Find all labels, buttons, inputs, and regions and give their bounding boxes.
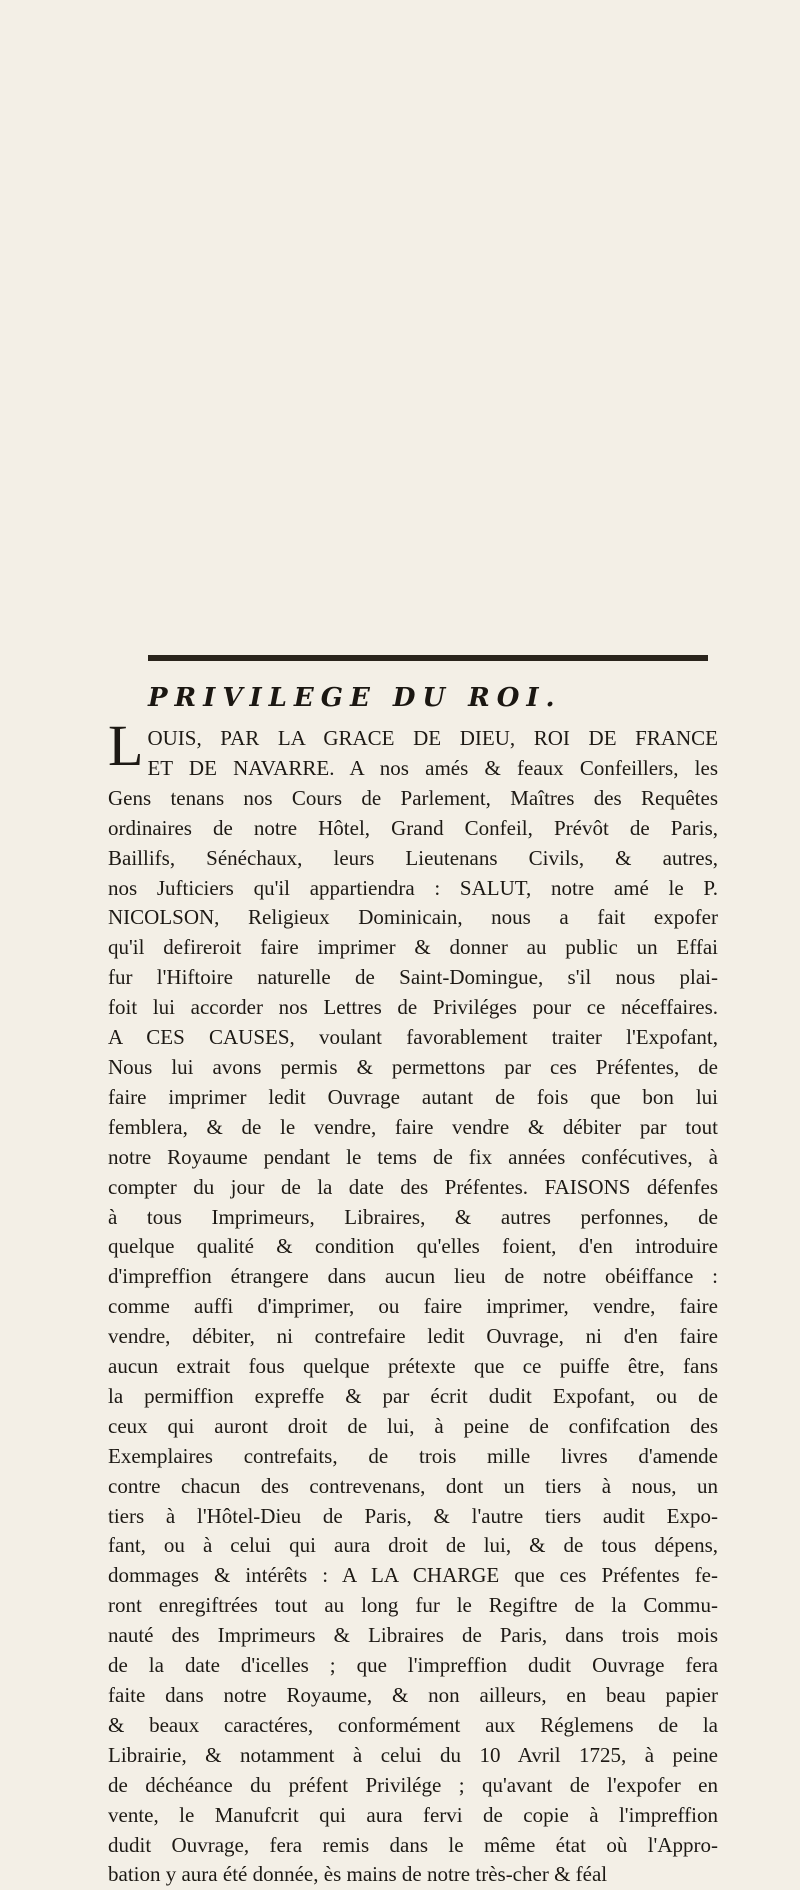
text-line: quelque qualité & condition qu'elles foient, d'en introduire [108,1234,718,1259]
text-line: A CES CAUSES, voulant favorablement traiter l'Expofant, [108,1025,718,1050]
privilege-text [108,713,718,1890]
text-line: faire imprimer ledit Ouvrage autant de fois que bon lui [108,1084,718,1109]
text-line: dommages & intérêts : A LA CHARGE que ces Préfentes fe- [108,1563,718,1588]
text-line: foit lui accorder nos Lettres de Priviléges pour ce néceffaires. [108,995,718,1020]
text-line: femblera, & de le vendre, faire vendre & débiter par tout [108,1114,718,1139]
drop-cap: L [108,713,144,778]
text-line: Gens tenans nos Cours de Parlement, Maîtres des Requêtes [108,785,718,810]
text-line: compter du jour de la date des Préfentes. FAISONS défenfes [108,1174,718,1199]
text-line: ordinaires de notre Hôtel, Grand Confeil, Prévôt de Paris, [108,815,718,840]
text-line: fant, ou à celui qui aura droit de lui, & de tous dépens, [108,1533,718,1558]
text-line: dudit Ouvrage, fera remis dans le même état où l'Appro- [108,1832,718,1857]
text-line: de déchéance du préfent Privilége ; qu'avant de l'expofer en [108,1772,718,1797]
text-line: vente, le Manufcrit qui aura fervi de copie à l'impreffion [108,1802,718,1827]
text-line: Baillifs, Sénéchaux, leurs Lieutenans Civils, & autres, [108,845,718,870]
text-line: faite dans notre Royaume, & non ailleurs, en beau papier [108,1683,718,1707]
text-line: ET DE NAVARRE. A nos amés & feaux Confeillers, les [147,755,718,780]
text-line: ceux qui auront droit de lui, à peine de confifcation des [108,1413,718,1438]
text-line: Exemplaires contrefaits, de trois mille livres d'amende [108,1443,718,1468]
header-rule [148,655,708,661]
text-line: notre Royaume pendant le tems de fix années confécutives, à [108,1144,718,1169]
text-line: comme auffi d'imprimer, ou faire imprimer, vendre, faire [108,1294,718,1319]
text-line: nos Jufticiers qu'il appartiendra : SALUT, notre amé le P. [108,875,718,900]
text-line: Librairie, & notamment à celui du 10 Avril 1725, à peine [108,1742,718,1767]
text-line: qu'il defireroit faire imprimer & donner au public un Effai [108,935,718,960]
text-line: contre chacun des contrevenans, dont un tiers à nous, un [108,1473,718,1498]
text-line: d'impreffion étrangere dans aucun lieu de notre obéiffance : [108,1264,718,1289]
text-line: Nous lui avons permis & permettons par ces Préfentes, de [108,1054,718,1079]
text-line: aucun extrait fous quelque prétexte que ce puiffe être, fans [108,1354,718,1379]
text-line: nauté des Imprimeurs & Libraires de Paris, dans trois mois [108,1623,718,1648]
text-line: vendre, débiter, ni contrefaire ledit Ouvrage, ni d'en faire [108,1324,718,1349]
text-line: de la date d'icelles ; que l'impreffion dudit Ouvrage fera [108,1653,718,1678]
text-line: OUIS, PAR LA GRACE DE DIEU, ROI DE FRANCE [147,726,718,750]
text-line: tiers à l'Hôtel-Dieu de Paris, & l'autre tiers audit Expo- [108,1503,718,1528]
text-line: ront enregiftrées tout au long fur le Regiftre de la Commu- [108,1593,718,1618]
text-line: fur l'Hiftoire naturelle de Saint-Domingue, s'il nous plai- [108,965,718,990]
text-line: & beaux caractéres, conformément aux Réglemens de la [108,1712,718,1737]
text-line: à tous Imprimeurs, Libraires, & autres perfonnes, de [108,1204,718,1229]
text-line: bation y aura été donnée, ès mains de notre très-cher & féal [108,1862,608,1887]
text-line: NICOLSON, Religieux Dominicain, nous a fait expofer [108,905,718,930]
text-line: la permiffion expreffe & par écrit dudit Expofant, ou de [108,1383,718,1408]
page-title: PRIVILEGE DU ROI. [148,683,562,713]
